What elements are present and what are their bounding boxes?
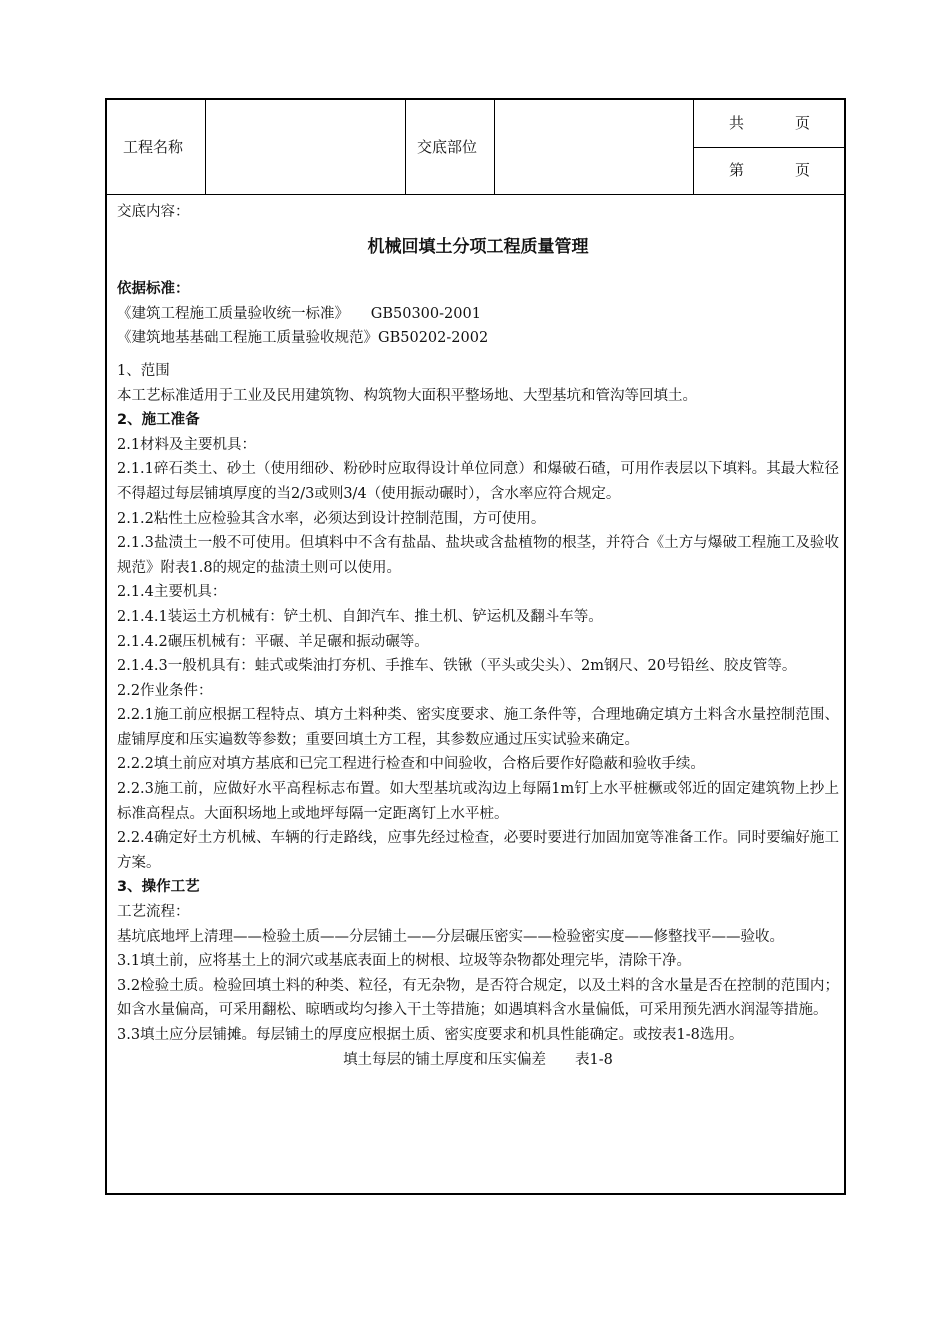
- disclosure-form: [105, 98, 846, 1195]
- location-value: [499, 100, 689, 194]
- disclosure-content: [117, 200, 839, 1072]
- para-2-2-4: 2.2.4确定好土方机械、车辆的行走路线，应事先经过检查，必要时要进行加固加宽等准备工作。同时要编好施工方案。: [117, 830, 839, 871]
- location-label: 交底部位: [417, 138, 478, 156]
- process-flow: 基坑底地坪上清理——检验土质——分层铺土——分层碾压密实——检验密实度——修整找平——验收。: [117, 928, 784, 945]
- para-2-1: 2.1材料及主要机具：: [117, 436, 257, 453]
- para-2-1-4-2: 2.1.4.2碾压机械有：平碾、羊足碾和振动碾等。: [117, 633, 429, 650]
- page-number-suffix: 页: [795, 161, 811, 179]
- para-2-1-4-3: 2.1.4.3一般机具有：蛙式或柴油打夯机、手推车、铁锹（平头或尖头）、2m钢尺、20号铅丝、胶皮管等。: [117, 658, 797, 675]
- divider: [205, 100, 206, 194]
- divider: [494, 100, 495, 194]
- table-caption: 填土每层的铺土厚度和压实偏差 表1-8: [343, 1051, 613, 1068]
- flow-label: 工艺流程：: [117, 904, 190, 921]
- para-3-1: 3.1填土前，应将基土上的洞穴或基底表面上的树根、垃圾等杂物都处理完毕，清除干净。: [117, 953, 692, 970]
- basis-heading: 依据标准：: [117, 281, 190, 298]
- para-2-1-1: 2.1.1碎石类土、砂土（使用细砂、粉砂时应取得设计单位同意）和爆破石碴，可用作表层以下填料。其最大粒径不得超过每层铺填厚度的当2/3或则3/4（使用振动碾时），含水率应符合规定。: [117, 461, 839, 502]
- para-2-2-2: 2.2.2填土前应对填方基底和已完工程进行检查和中间验收，合格后要作好隐蔽和验收手续。: [117, 756, 705, 773]
- para-2-2-1: 2.2.1施工前应根据工程特点、填方土料种类、密实度要求、施工条件等，合理地确定填方土料含水量控制范围、虚铺厚度和压实遍数等参数；重要回填土方工程，其参数应通过压实试验来确定。: [117, 707, 839, 748]
- project-name-label: 工程名称: [123, 138, 184, 156]
- divider: [405, 100, 406, 194]
- page-number: [693, 147, 844, 194]
- section-2-heading: 2、施工准备: [117, 412, 200, 429]
- para-3-2: 3.2检验土质。检验回填土料的种类、粒径，有无杂物，是否符合规定，以及土料的含水量是否在控制的范围内；如含水量偏高，可采用翻松、晾晒或均匀掺入干土等措施；如遇填料含水量偏低，可采用预先洒水润湿等措施。: [117, 977, 839, 1019]
- section-3-heading: 3、操作工艺: [117, 879, 200, 896]
- page-number-prefix: 第: [729, 161, 745, 179]
- section-1-heading: 1、范围: [117, 362, 170, 379]
- document-title: 机械回填土分项工程质量管理: [367, 236, 589, 257]
- total-pages-suffix: 页: [795, 114, 811, 132]
- section-1-text: 本工艺标准适用于工业及民用建筑物、构筑物大面积平整场地、大型基坑和管沟等回填土。: [117, 387, 697, 404]
- standard-2: 《建筑地基基础工程施工质量验收规范》GB50202-2002: [117, 330, 489, 347]
- standard-1: 《建筑工程施工质量验收统一标准》 GB50300-2001: [117, 305, 481, 322]
- para-2-2-3: 2.2.3施工前，应做好水平高程标志布置。如大型基坑或沟边上每隔1m钉上水平桩橛或邻近的固定建筑物上抄上标准高程点。大面积场地上或地坪每隔一定距离钉上水平桩。: [117, 781, 839, 822]
- total-pages: [693, 100, 844, 148]
- header-row: [107, 100, 844, 195]
- intro-label: 交底内容：: [117, 204, 190, 220]
- para-3-3: 3.3填土应分层铺摊。每层铺土的厚度应根据土质、密实度要求和机具性能确定。或按表1-8选用。: [117, 1027, 744, 1043]
- para-2-1-2: 2.1.2粘性土应检验其含水率，必须达到设计控制范围，方可使用。: [117, 510, 546, 527]
- para-2-1-3: 2.1.3盐渍土一般不可使用。但填料中不含有盐晶、盐块或含盐植物的根茎，并符合《土方与爆破工程施工及验收规范》附表1.8的规定的盐渍土则可以使用。: [117, 535, 839, 576]
- para-2-2: 2.2作业条件：: [117, 682, 213, 699]
- project-name-value: [209, 100, 405, 194]
- para-2-1-4-1: 2.1.4.1装运土方机械有：铲土机、自卸汽车、推土机、铲运机及翻斗车等。: [117, 608, 603, 625]
- para-2-1-4: 2.1.4主要机具：: [117, 584, 227, 601]
- total-pages-prefix: 共: [729, 114, 745, 132]
